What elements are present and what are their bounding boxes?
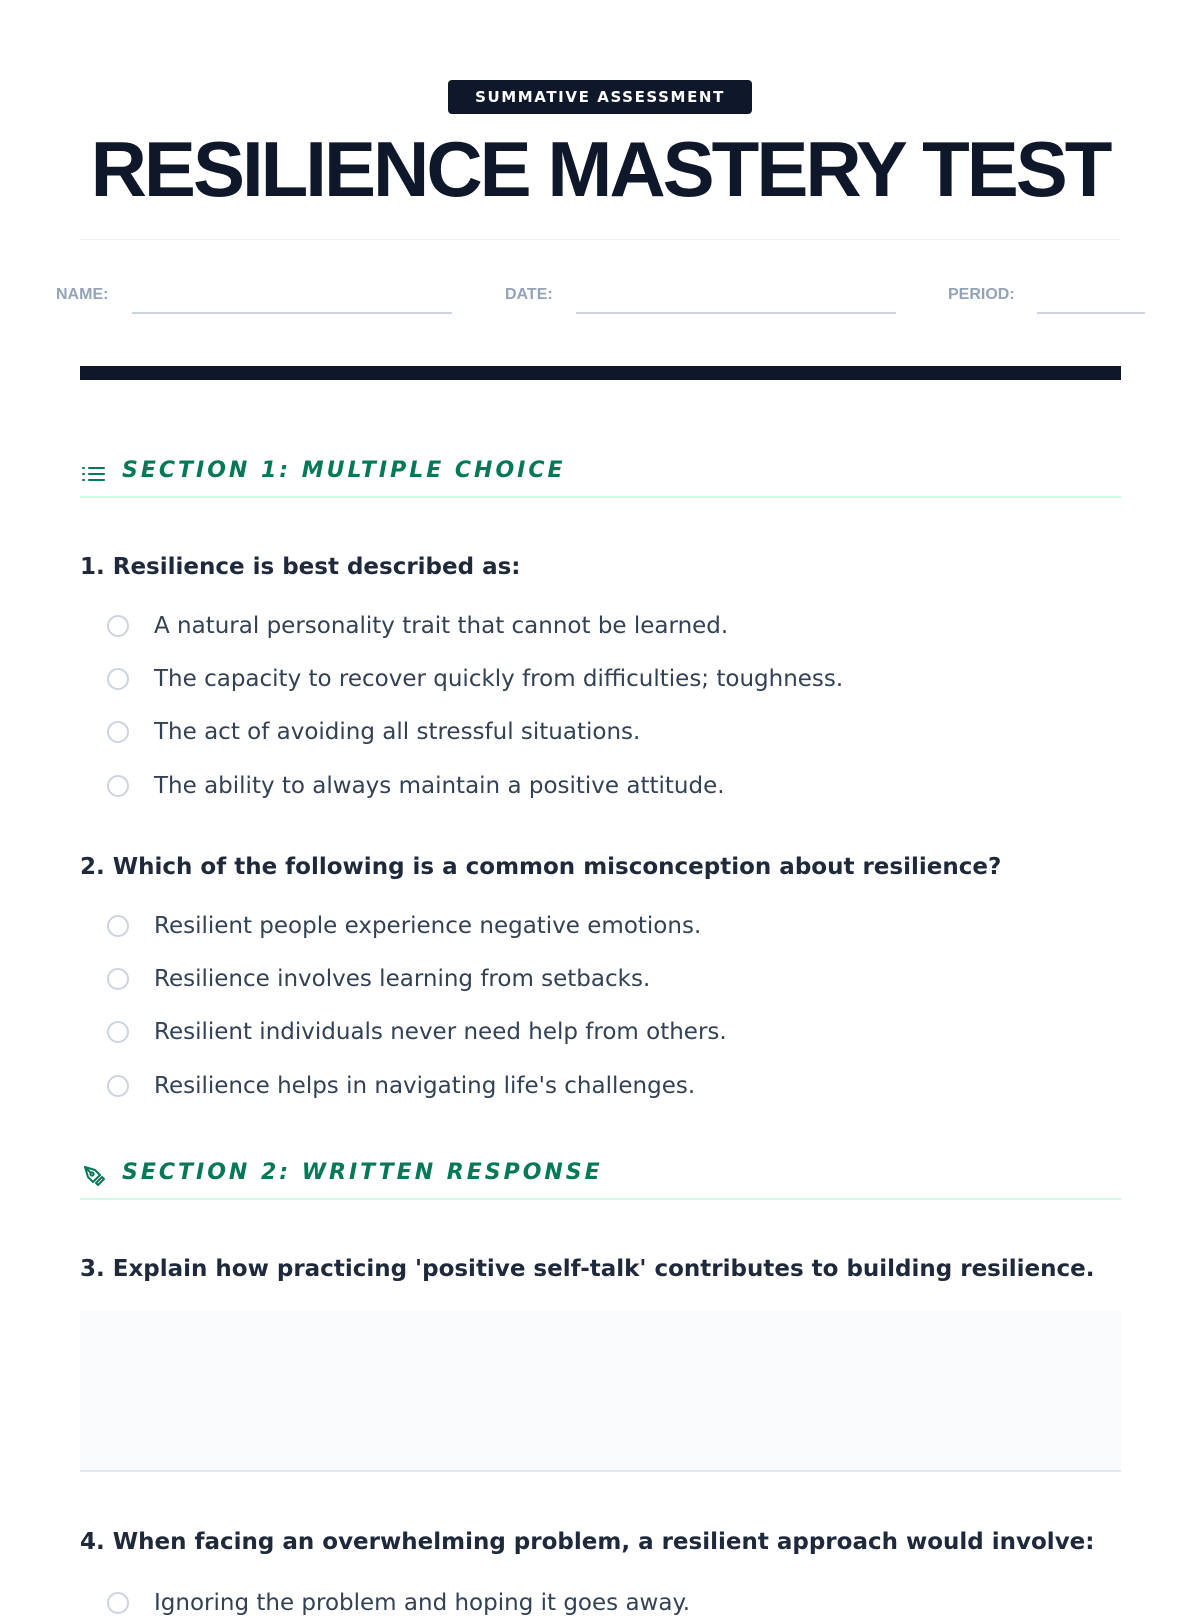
option-text: Resilient people experience negative emotions. <box>154 913 702 939</box>
header-rule <box>80 366 1121 380</box>
option-text: A natural personality trait that cannot be learned. <box>154 613 729 639</box>
question-2: 2. Which of the following is a common misconception about resilience? <box>80 854 1002 880</box>
name-field[interactable] <box>132 312 452 314</box>
section-2-header <box>80 1156 1121 1200</box>
header <box>0 0 1200 213</box>
section-2-title: SECTION 2: WRITTEN RESPONSE <box>122 1160 603 1185</box>
section-1-header <box>80 454 1121 498</box>
radio-button[interactable] <box>107 721 129 743</box>
answer-textarea[interactable] <box>80 1311 1121 1472</box>
list-icon <box>80 460 108 488</box>
question-3: 3. Explain how practicing 'positive self-talk' contributes to building resilience. <box>80 1256 1095 1282</box>
period-label: PERIOD: <box>948 286 1015 303</box>
name-label: NAME: <box>56 286 109 303</box>
option-text: The act of avoiding all stressful situations. <box>154 719 641 745</box>
option-text: Resilience helps in navigating life's challenges. <box>154 1073 696 1099</box>
radio-button[interactable] <box>107 668 129 690</box>
date-label: DATE: <box>505 286 553 303</box>
radio-button[interactable] <box>107 1021 129 1043</box>
radio-button[interactable] <box>107 1075 129 1097</box>
divider <box>80 239 1121 240</box>
option-text: Resilience involves learning from setbacks. <box>154 966 651 992</box>
radio-button[interactable] <box>107 1592 129 1614</box>
option-text: Resilient individuals never need help from others. <box>154 1019 727 1045</box>
date-field[interactable] <box>576 312 896 314</box>
radio-button[interactable] <box>107 915 129 937</box>
radio-button[interactable] <box>107 968 129 990</box>
option-text: The capacity to recover quickly from difficulties; toughness. <box>154 666 844 692</box>
option-text: The ability to always maintain a positive attitude. <box>154 773 725 799</box>
option-text: Ignoring the problem and hoping it goes away. <box>154 1590 691 1616</box>
pen-tool-icon <box>80 1162 108 1190</box>
question-1: 1. Resilience is best described as: <box>80 554 521 580</box>
radio-button[interactable] <box>107 615 129 637</box>
assessment-badge: SUMMATIVE ASSESSMENT <box>448 80 752 114</box>
page-title: RESILIENCE MASTERY TEST <box>90 125 1110 213</box>
question-4: 4. When facing an overwhelming problem, a resilient approach would involve: <box>80 1529 1095 1555</box>
section-1-title: SECTION 1: MULTIPLE CHOICE <box>122 458 566 483</box>
period-field[interactable] <box>1037 312 1145 314</box>
radio-button[interactable] <box>107 775 129 797</box>
